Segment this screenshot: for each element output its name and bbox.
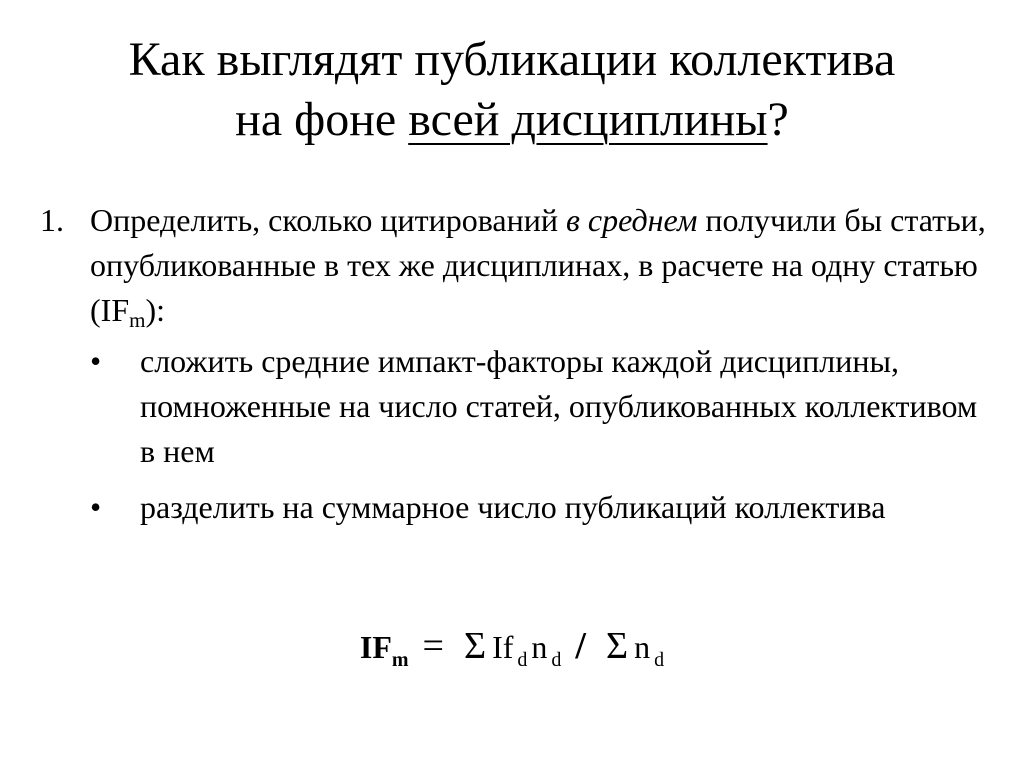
formula-term-if-subscript: d <box>517 649 528 671</box>
formula-term-n-denominator-subscript: d <box>654 649 665 671</box>
bullet-marker: • <box>90 489 102 525</box>
formula <box>0 622 1024 671</box>
item-text-middle: получили бы статьи, опубликованные в тех же дисциплинах, в расчете на одну статью (IF <box>90 202 986 328</box>
bullet-list <box>40 339 990 530</box>
title-line-2 <box>0 90 1024 150</box>
bullet-text: сложить средние импакт-факторы каждой дисциплины, помноженные на число статей, опубликованных коллективом в нем <box>140 343 978 469</box>
bullet-text: разделить на суммарное число публикаций коллектива <box>140 489 886 525</box>
formula-term-n: n <box>531 629 548 665</box>
title-line-1: Как выглядят публикации коллектива <box>128 33 896 86</box>
formula-lhs-subscript: m <box>391 649 409 671</box>
item-text-subscript: m <box>129 308 146 332</box>
title-line-2-suffix: ? <box>767 93 789 146</box>
slide-body <box>40 198 990 541</box>
item-text-italic: в среднем <box>565 202 698 238</box>
item-text-end: ): <box>145 292 165 328</box>
formula-lhs: IF <box>359 629 392 665</box>
formula-sigma-denominator: Σ <box>605 625 629 667</box>
title-underlined-phrase: всей дисциплины <box>408 93 768 146</box>
formula-sigma-numerator: Σ <box>463 625 487 667</box>
formula-term-if: If <box>492 629 514 665</box>
formula-term-n-subscript: d <box>551 649 562 671</box>
slide-title <box>0 30 1024 150</box>
formula-term-n-denominator: n <box>634 629 651 665</box>
formula-equals: = <box>422 625 444 667</box>
bullet-marker: • <box>90 343 102 379</box>
item-text-start: Определить, сколько цитирований <box>90 202 566 238</box>
numbered-item-1 <box>40 198 990 333</box>
item-number: 1. <box>40 202 64 238</box>
bullet-item <box>40 339 990 474</box>
bullet-item <box>40 485 990 530</box>
title-line-2-prefix: на фоне <box>235 93 409 146</box>
formula-division: / <box>575 625 586 667</box>
